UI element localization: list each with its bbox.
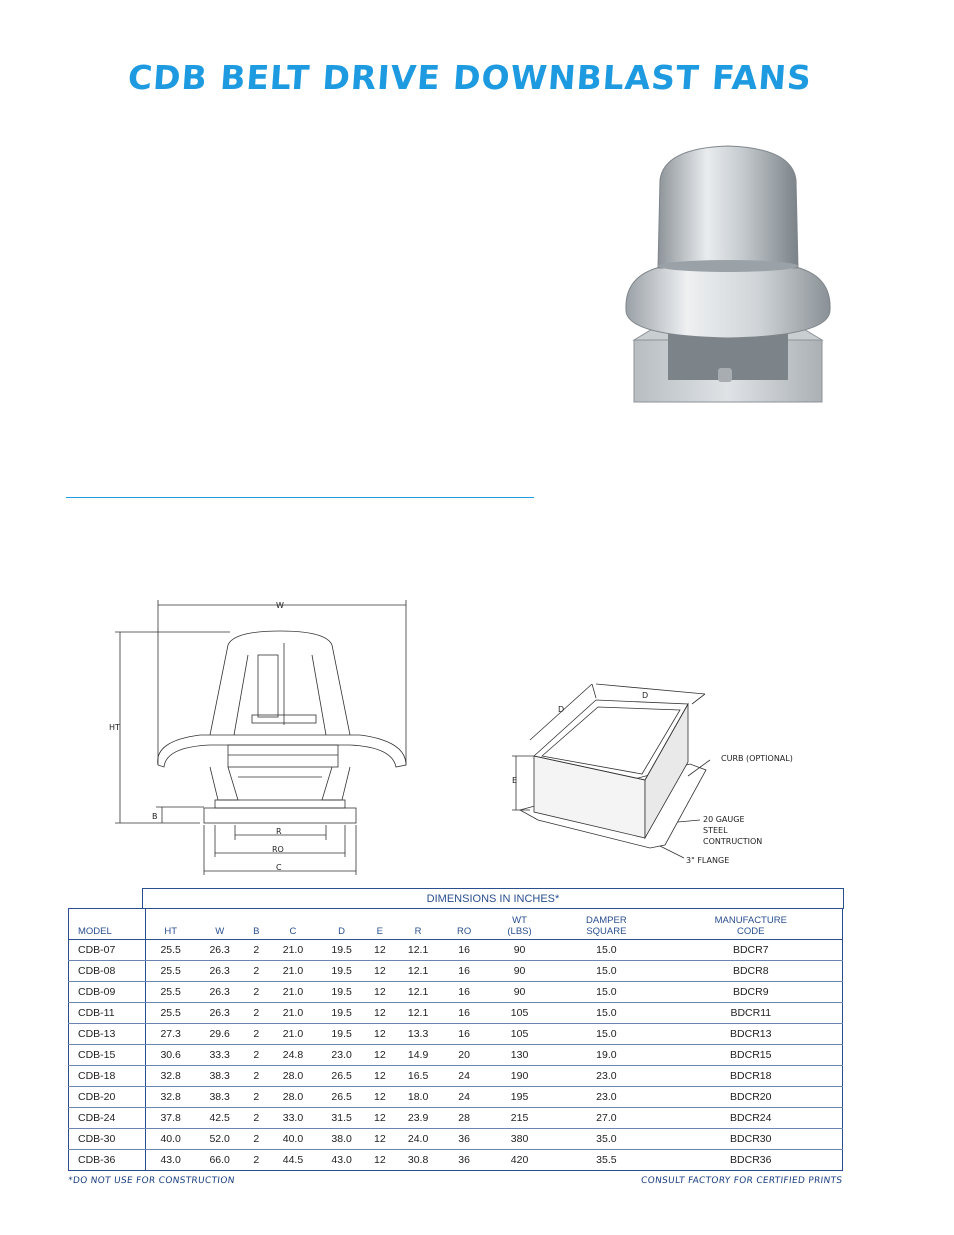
table-cell: 25.5 <box>146 982 196 1003</box>
table-cell: 52.0 <box>195 1129 244 1150</box>
table-cell: 30.6 <box>146 1045 196 1066</box>
table-cell: 16 <box>442 940 485 961</box>
table-cell: CDB-36 <box>69 1150 146 1171</box>
label-ro: RO <box>272 845 284 854</box>
table-cell: 26.5 <box>317 1087 366 1108</box>
table-cell: 43.0 <box>160 1154 181 1166</box>
table-cell: 21.0 <box>269 961 318 982</box>
table-cell: 16 <box>442 1024 485 1045</box>
table-row <box>69 1003 843 1024</box>
table-cell: 21.0 <box>269 1003 318 1024</box>
table-cell: 19.5 <box>317 940 366 961</box>
label-d-top: D <box>642 691 649 700</box>
table-cell: 37.8 <box>146 1108 196 1129</box>
table-cell: 27.0 <box>553 1108 659 1129</box>
table-row <box>69 1129 843 1150</box>
table-cell: 28 <box>442 1108 485 1129</box>
table-cell: 19.0 <box>553 1045 659 1066</box>
table-cell: 15.0 <box>553 940 659 961</box>
column-header: R <box>394 909 443 940</box>
table-cell: CDB-09 <box>69 982 146 1003</box>
table-cell: 12 <box>366 1108 394 1129</box>
table-cell: 12 <box>366 1066 394 1087</box>
table-cell: 30.8 <box>407 1154 429 1166</box>
column-header: W <box>195 909 244 940</box>
table-cell: 90 <box>486 982 553 1003</box>
table-cell: 24.8 <box>269 1045 318 1066</box>
table-cell: 130 <box>486 1045 553 1066</box>
table-cell: 12 <box>366 940 394 961</box>
table-cell: 16.5 <box>394 1066 443 1087</box>
table-cell: 24 <box>442 1087 485 1108</box>
table-cell: BDCR8 <box>660 961 843 982</box>
table-cell: BDCR11 <box>660 1003 843 1024</box>
table-cell: 2 <box>253 1154 260 1166</box>
table-cell: 14.9 <box>394 1045 443 1066</box>
table-cell: 25.5 <box>146 940 196 961</box>
column-header: E <box>366 909 394 940</box>
table-cell: 31.5 <box>317 1108 366 1129</box>
column-header: B <box>244 909 269 940</box>
table-cell: 16 <box>442 982 485 1003</box>
table-header-row <box>69 909 843 940</box>
dimensions-group-header: DIMENSIONS IN INCHES* <box>142 888 844 909</box>
table-cell: BDCR24 <box>660 1108 843 1129</box>
table-cell: 19.5 <box>317 1024 366 1045</box>
table-cell: 26.3 <box>195 940 244 961</box>
table-cell: 2 <box>244 1045 269 1066</box>
table-cell: 2 <box>244 940 269 961</box>
table-cell: 32.8 <box>146 1066 196 1087</box>
label-flange: 3" FLANGE <box>686 856 730 865</box>
table-cell: 16 <box>442 961 485 982</box>
table-cell: 12 <box>366 1087 394 1108</box>
table-cell: BDCR30 <box>660 1129 843 1150</box>
dimensions-table <box>68 908 843 1171</box>
table-cell: 12.1 <box>394 1003 443 1024</box>
table-cell: 27.3 <box>146 1024 196 1045</box>
table-cell: 28.0 <box>269 1087 318 1108</box>
footer-consult-note: CONSULT FACTORY FOR CERTIFIED PRINTS <box>640 1176 843 1186</box>
footer-disclaimer: *DO NOT USE FOR CONSTRUCTION <box>67 1176 236 1186</box>
column-header: RO <box>442 909 485 940</box>
label-w: W <box>276 601 284 610</box>
table-cell: 23.0 <box>553 1066 659 1087</box>
table-cell: 420 <box>510 1154 529 1166</box>
table-cell: 105 <box>486 1003 553 1024</box>
table-cell: 26.3 <box>195 961 244 982</box>
table-row <box>69 1024 843 1045</box>
table-cell: BDCR9 <box>660 982 843 1003</box>
table-cell: 12.1 <box>394 982 443 1003</box>
table-cell: 19.5 <box>317 1003 366 1024</box>
table-cell: 12.1 <box>394 961 443 982</box>
table-cell: 21.0 <box>269 1024 318 1045</box>
table-cell: 12 <box>366 961 394 982</box>
table-row <box>69 940 843 961</box>
table-cell: CDB-24 <box>69 1108 146 1129</box>
table-cell: 28.0 <box>269 1066 318 1087</box>
table-cell: 2 <box>244 1129 269 1150</box>
table-cell: CDB-15 <box>69 1045 146 1066</box>
table-cell: CDB-07 <box>69 940 146 961</box>
table-cell: 29.6 <box>195 1024 244 1045</box>
label-e: E <box>512 776 518 785</box>
table-cell: 2 <box>244 982 269 1003</box>
table-body <box>69 940 843 1171</box>
table-cell: BDCR18 <box>660 1066 843 1087</box>
table-cell: 43.0 <box>331 1154 352 1166</box>
column-header: HT <box>146 909 196 940</box>
column-header: C <box>269 909 318 940</box>
label-curb-optional: CURB (OPTIONAL) <box>721 754 793 763</box>
table-cell: 2 <box>244 1066 269 1087</box>
label-c: C <box>276 863 282 872</box>
table-cell: 15.0 <box>553 982 659 1003</box>
table-cell: 16 <box>442 1003 485 1024</box>
table-row <box>69 961 843 982</box>
table-cell: 36 <box>458 1154 470 1166</box>
table-row <box>69 982 843 1003</box>
column-header: MANUFACTURE CODE <box>660 909 843 940</box>
column-header: MODEL <box>69 909 146 940</box>
table-row <box>69 1066 843 1087</box>
table-cell: BDCR13 <box>660 1024 843 1045</box>
table-cell: 26.5 <box>317 1066 366 1087</box>
table-cell: 25.5 <box>146 1003 196 1024</box>
table-cell: 12 <box>366 1129 394 1150</box>
table-cell: 44.5 <box>282 1154 304 1166</box>
table-cell: 40.0 <box>146 1129 196 1150</box>
table-cell: 23.0 <box>317 1045 366 1066</box>
table-cell: 35.0 <box>553 1129 659 1150</box>
table-cell: 13.3 <box>394 1024 443 1045</box>
table-cell: 35.5 <box>596 1154 617 1166</box>
curb-dimension-drawing <box>500 680 820 870</box>
table-row <box>69 1108 843 1129</box>
table-cell: 15.0 <box>553 1024 659 1045</box>
section-divider <box>66 497 534 498</box>
table-cell: 15.0 <box>553 1003 659 1024</box>
table-cell: 38.3 <box>195 1066 244 1087</box>
table-cell: 195 <box>486 1087 553 1108</box>
table-cell: CDB-08 <box>69 961 146 982</box>
table-cell: 12 <box>366 982 394 1003</box>
table-cell: 12 <box>366 1045 394 1066</box>
table-cell: BDCR20 <box>660 1087 843 1108</box>
table-cell: 38.3 <box>195 1087 244 1108</box>
fan-product-photo <box>608 140 848 410</box>
table-cell: 42.5 <box>195 1108 244 1129</box>
table-cell: 21.0 <box>269 940 318 961</box>
table-row <box>69 1045 843 1066</box>
table-cell: 190 <box>486 1066 553 1087</box>
column-header: DAMPER SQUARE <box>553 909 659 940</box>
table-cell: 33.3 <box>195 1045 244 1066</box>
table-cell: 23.0 <box>553 1087 659 1108</box>
table-cell: 12 <box>366 1024 394 1045</box>
table-row <box>69 1087 843 1108</box>
table-cell: 12 <box>374 1154 386 1166</box>
table-cell: 90 <box>486 940 553 961</box>
table-cell: 25.5 <box>146 961 196 982</box>
fan-dimension-drawing <box>100 595 420 880</box>
table-cell: 26.3 <box>195 1003 244 1024</box>
table-cell: 2 <box>244 961 269 982</box>
table-cell: 2 <box>244 1108 269 1129</box>
table-cell: 33.0 <box>269 1108 318 1129</box>
table-cell: 23.9 <box>394 1108 443 1129</box>
table-cell: 38.0 <box>317 1129 366 1150</box>
label-d-left: D <box>558 705 565 714</box>
table-cell: 24 <box>442 1066 485 1087</box>
label-steel-2: STEEL <box>703 826 728 835</box>
table-cell: 2 <box>244 1003 269 1024</box>
table-cell: 32.8 <box>146 1087 196 1108</box>
table-cell: BDCR7 <box>660 940 843 961</box>
table-cell: BDCR15 <box>660 1045 843 1066</box>
label-ht: HT <box>109 723 120 732</box>
table-cell: 15.0 <box>553 961 659 982</box>
table-cell: 21.0 <box>269 982 318 1003</box>
table-cell: 18.0 <box>394 1087 443 1108</box>
table-cell: 66.0 <box>209 1154 230 1166</box>
label-r: R <box>276 827 282 836</box>
table-cell: 19.5 <box>317 961 366 982</box>
table-cell: 24.0 <box>394 1129 443 1150</box>
table-cell: CDB-18 <box>69 1066 146 1087</box>
table-cell: 2 <box>244 1024 269 1045</box>
table-cell: 12 <box>366 1003 394 1024</box>
table-cell: 2 <box>244 1087 269 1108</box>
table-cell: 20 <box>442 1045 485 1066</box>
table-cell: 40.0 <box>269 1129 318 1150</box>
label-steel-3: CONTRUCTION <box>703 837 763 846</box>
table-cell: CDB-13 <box>69 1024 146 1045</box>
table-cell: CDB-20 <box>69 1087 146 1108</box>
table-cell: CDB-30 <box>69 1129 146 1150</box>
table-cell: 36 <box>442 1129 485 1150</box>
table-cell: 12.1 <box>394 940 443 961</box>
table-row <box>69 1150 843 1171</box>
table-cell: CDB-11 <box>69 1003 146 1024</box>
table-cell: 19.5 <box>317 982 366 1003</box>
table-cell: 380 <box>486 1129 553 1150</box>
table-cell: 105 <box>486 1024 553 1045</box>
column-header: D <box>317 909 366 940</box>
table-cell: BDCR36 <box>730 1154 772 1166</box>
label-b: B <box>152 812 158 821</box>
column-header: WT (LBS) <box>486 909 553 940</box>
page-title: CDB BELT DRIVE DOWNBLAST FANS <box>126 58 814 97</box>
table-cell: 215 <box>486 1108 553 1129</box>
table-cell: 26.3 <box>195 982 244 1003</box>
table-cell: 90 <box>486 961 553 982</box>
label-steel-1: 20 GAUGE <box>703 815 745 824</box>
